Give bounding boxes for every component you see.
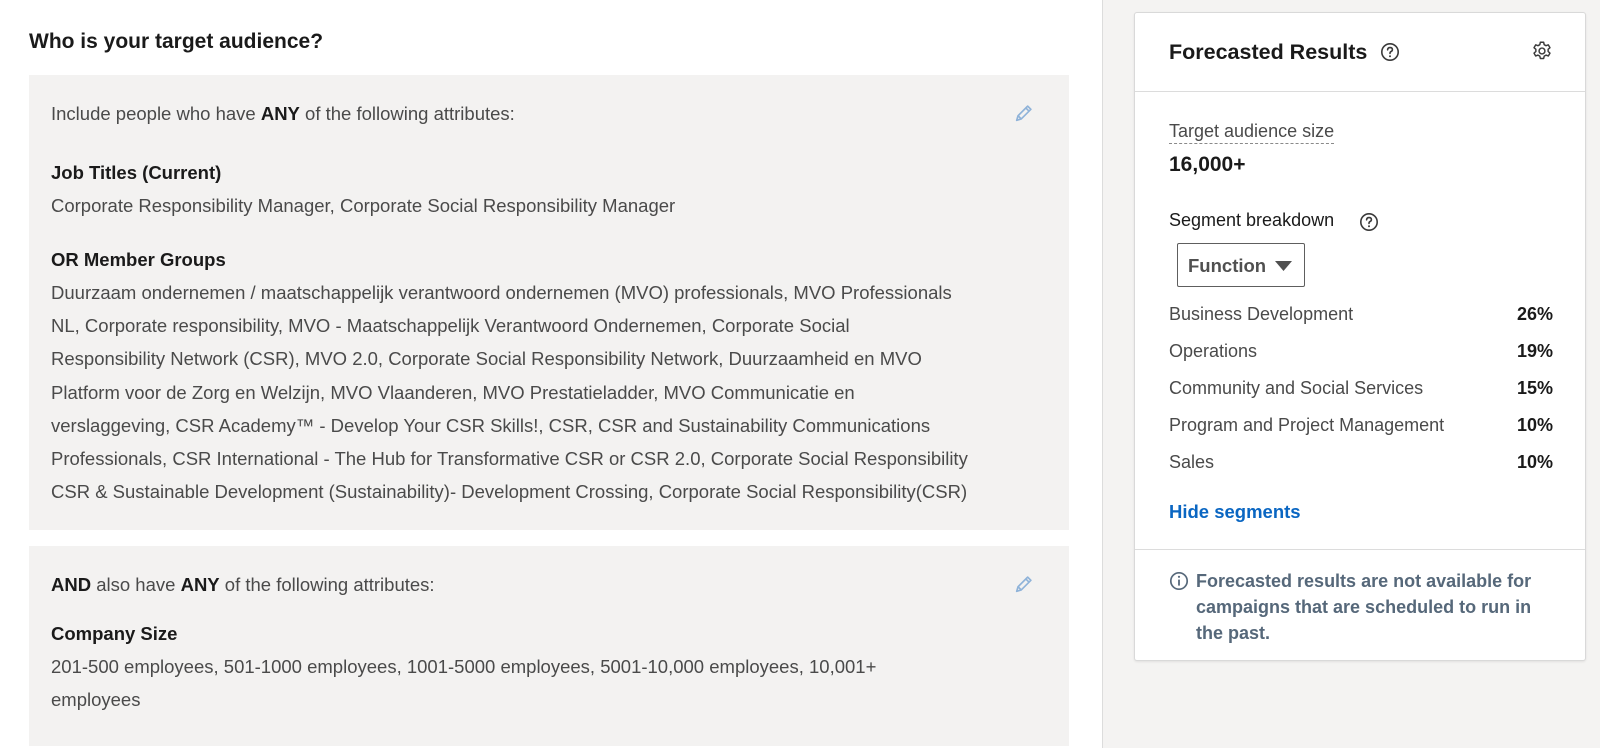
gear-icon[interactable] xyxy=(1531,40,1553,62)
hide-segments-link[interactable]: Hide segments xyxy=(1169,501,1301,522)
caret-down-icon xyxy=(1275,261,1292,271)
forecast-card xyxy=(1134,12,1586,661)
segment-row: Operations 19% xyxy=(1169,341,1553,361)
segment-row: Sales 10% xyxy=(1169,452,1553,472)
dropdown-selected-value: Function xyxy=(1188,255,1267,276)
member-groups-values: Duurzaam ondernemen / maatschappelijk verantwoord ondernemen (MVO) professionals, MVO Professionals NL, Corporate responsibility, MVO - Maatschappelijk Verantwoord Ondernemen, Corporate Social Responsibility Network (CSR), MVO 2.0, Corporate Social Responsibility Network, Duurzaamheid en MVO Platform voor de Zorg en Welzijn, MVO Vlaanderen, MVO Prestatieladder, MVO Communicatie en verslaggeving, CSR Academy™ - Develop Your CSR Skills!, CSR, CSR and Sustainability Communications Professionals, CSR International - The Hub for Transformative CSR or CSR 2.0, Corporate Social Responsibility CSR & Sustainable Development (Sustainability)- Development Crossing, Corporate Social Responsibility(CSR) xyxy=(51,282,968,503)
company-size-heading: Company Size xyxy=(51,623,178,644)
and-intro: AND also have ANY of the following attributes: xyxy=(51,574,435,595)
job-titles-values: Corporate Responsibility Manager, Corporate Social Responsibility Manager xyxy=(51,195,676,216)
target-audience-label[interactable]: Target audience size xyxy=(1169,121,1334,144)
segment-breakdown-label: Segment breakdown xyxy=(1169,210,1335,230)
help-icon[interactable] xyxy=(1380,42,1400,62)
segment-function-dropdown[interactable] xyxy=(1177,243,1305,287)
info-icon xyxy=(1169,571,1189,591)
help-icon[interactable] xyxy=(1359,212,1379,232)
forecast-card-header xyxy=(1135,13,1585,92)
target-audience-value: 16,000+ xyxy=(1169,153,1246,176)
include-intro: Include people who have ANY of the following attributes: xyxy=(51,103,515,124)
segment-row: Business Development 26% xyxy=(1169,304,1553,324)
pencil-icon[interactable] xyxy=(1013,573,1035,595)
card-divider xyxy=(1135,549,1585,550)
and-attributes-panel xyxy=(29,546,1069,746)
segment-row: Program and Project Management 10% xyxy=(1169,415,1553,435)
segment-row: Community and Social Services 15% xyxy=(1169,378,1553,398)
pencil-icon[interactable] xyxy=(1013,102,1035,124)
include-attributes-panel xyxy=(29,75,1069,530)
forecast-notice: Forecasted results are not available for campaigns that are scheduled to run in the past. xyxy=(1196,571,1532,643)
job-titles-heading: Job Titles (Current) xyxy=(51,162,222,183)
company-size-values: 201-500 employees, 501-1000 employees, 1001-5000 employees, 5001-10,000 employees, 10,001+ employees xyxy=(51,656,877,711)
member-groups-heading: OR Member Groups xyxy=(51,249,226,270)
forecast-title: Forecasted Results xyxy=(1169,40,1368,64)
section-title: Who is your target audience? xyxy=(29,30,324,53)
